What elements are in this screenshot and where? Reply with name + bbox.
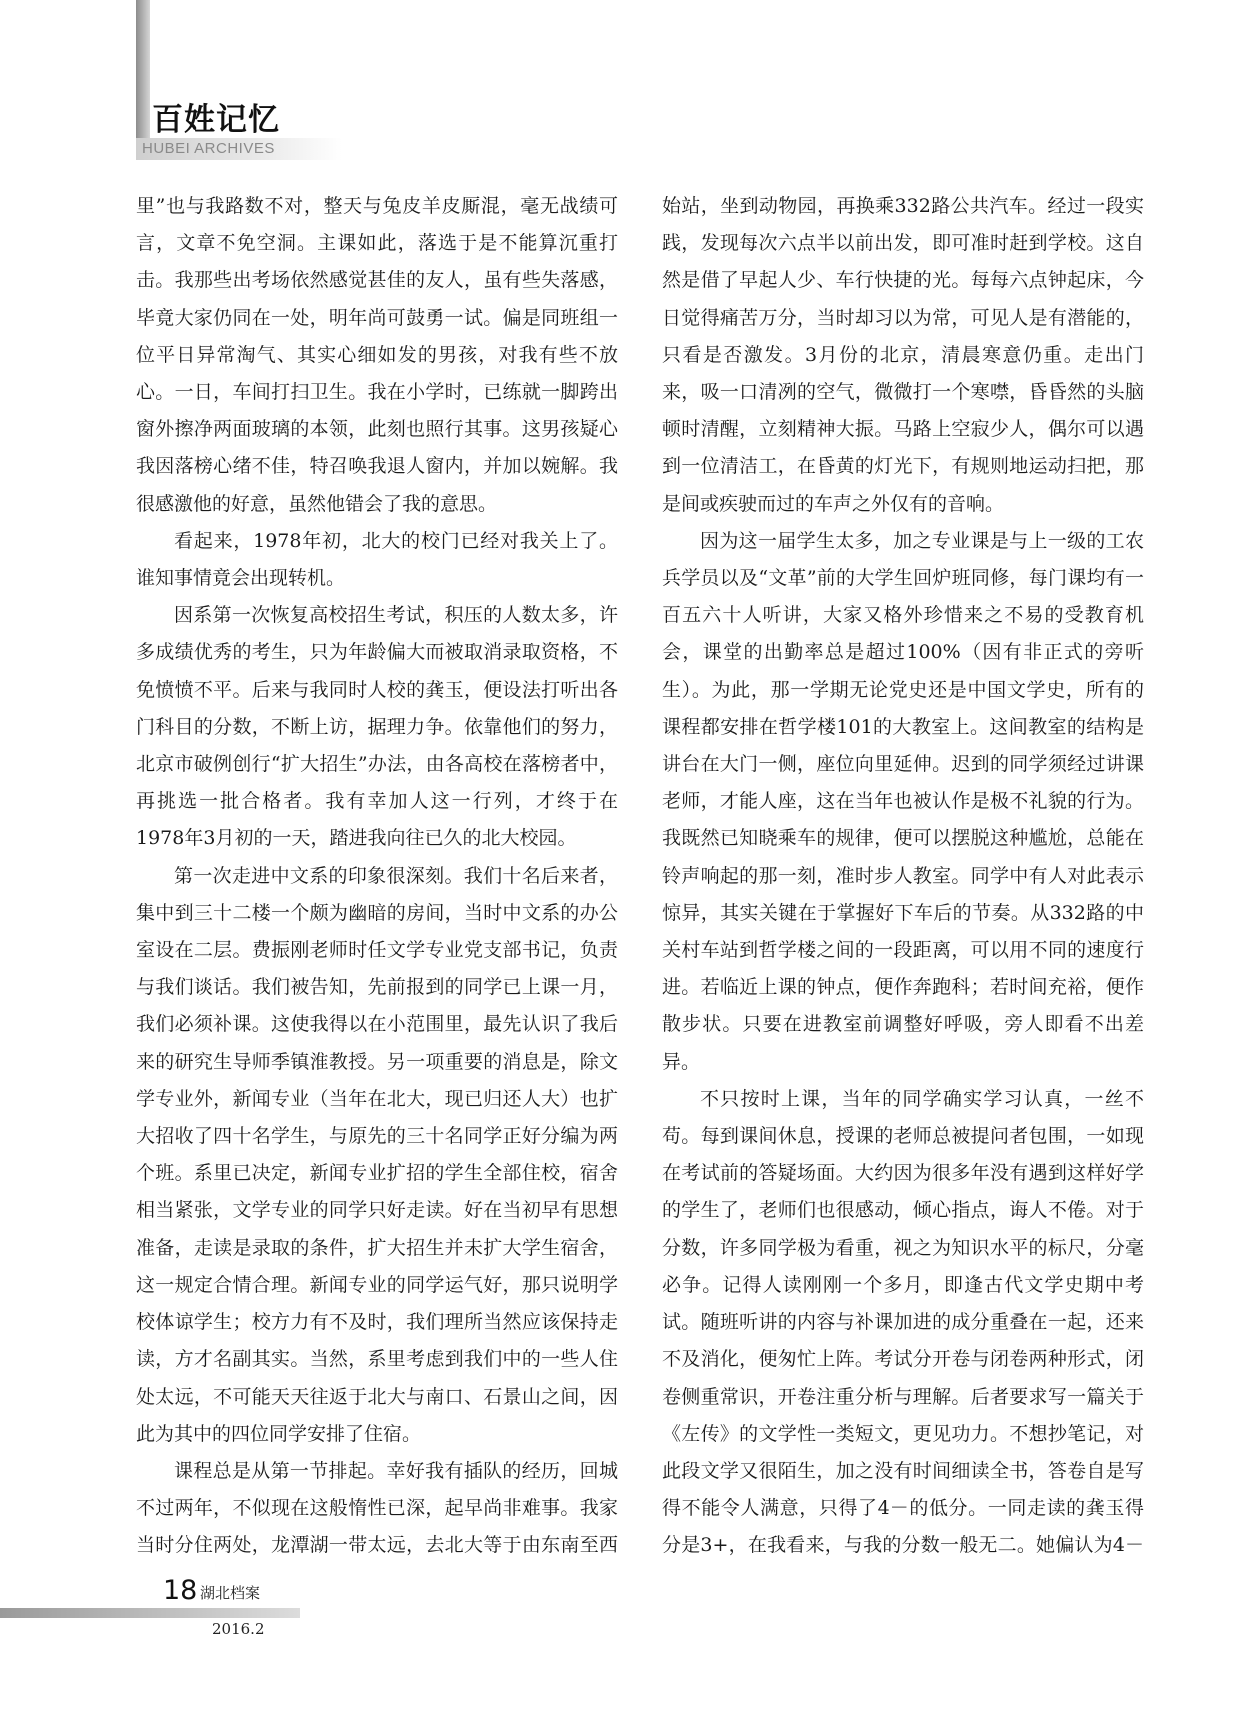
article-column-right [662, 188, 1144, 1568]
article-column-left [136, 188, 618, 1568]
section-subtitle-band [136, 138, 342, 160]
issue-number: 2016.2 [212, 1620, 265, 1638]
section-title: 百姓记忆 [152, 102, 280, 138]
header-accent-bar [136, 0, 150, 140]
section-subtitle: HUBEI ARCHIVES [142, 140, 275, 157]
paragraph: 看起来，1978年初，北大的校门已经对我关上了。谁知事情竟会出现转机。 [136, 529, 618, 590]
paragraph: 因系第一次恢复高校招生考试，积压的人数太多，许多成绩优秀的考生，只为年龄偏大而被取消录取资格，不免愤愤不平。后来与我同时人校的龚玉，便设法打听出各门科目的分数，不断上访，据理力争。依靠他们的努力，北京市破例创行“扩大招生”办法，由各高校在落榜者中，再挑选一批合格者。我有幸加人这一行列，才终于在1978年3月初的一天，踏进我向往已久的北大校园。 [136, 604, 618, 850]
paragraph: 课程总是从第一节排起。幸好我有插队的经历，回城不过两年，不似现在这般惰性已深，起早尚非难事。我家当时分住两处，龙潭湖一带太远，去北大等于由东南至西 [136, 1459, 618, 1557]
paragraph: 始站，坐到动物园，再换乘332路公共汽车。经过一段实践，发现每次六点半以前出发，即可准时赶到学校。这自然是借了早起人少、车行快捷的光。每每六点钟起床，今日觉得痛苦万分，当时却习以为常，可见人是有潜能的，只看是否激发。3月份的北京，清晨寒意仍重。走出门来，吸一口清冽的空气，微微打一个寒噤，昏昏然的头脑顿时清醒，立刻精神大振。马路上空寂少人，偶尔可以遇到一位清洁工，在昏黄的灯光下，有规则地运动扫把，那是间或疾驶而过的车声之外仅有的音响。 [662, 195, 1144, 515]
paragraph: 里”也与我路数不对，整天与兔皮羊皮厮混，毫无战绩可言，文章不免空洞。主课如此，落选于是不能算沉重打击。我那些出考场依然感觉甚佳的友人，虽有些失落感，毕竟大家仍同在一处，明年尚可鼓勇一试。偏是同班组一位平日异常淘气、其实心细如发的男孩，对我有些不放心。一日，车间打扫卫生。我在小学时，已练就一脚跨出窗外擦净两面玻璃的本领，此刻也照行其事。这男孩疑心我因落榜心绪不佳，特召唤我退人窗内，并加以婉解。我很感激他的好意，虽然他错会了我的意思。 [136, 195, 618, 515]
paragraph: 不只按时上课，当年的同学确实学习认真，一丝不苟。每到课间休息，授课的老师总被提问者包围，一如现在考试前的答疑场面。大约因为很多年没有遇到这样好学的学生了，老师们也很感动，倾心指点，诲人不倦。对于分数，许多同学极为看重，视之为知识水平的标尺，分毫必争。记得人读刚刚一个多月，即逢古代文学史期中考试。随班听讲的内容与补课加进的成分重叠在一起，还来不及消化，便匆忙上阵。考试分开卷与闭卷两种形式，闭卷侧重常识，开卷注重分析与理解。后者要求写一篇关于《左传》的文学性一类短文，更见功力。不想抄笔记，对此段文学又很陌生，加之没有时间细读全书，答卷自是写得不能令人满意，只得了4－的低分。一同走读的龚玉得分是3+，在我看来，与我的分数一般无二。她偏认为4－ [662, 1087, 1144, 1557]
magazine-name: 湖北档案 [200, 1584, 261, 1602]
page-number: 18 [163, 1575, 198, 1606]
footer-rule [0, 1608, 300, 1618]
paragraph: 因为这一届学生太多，加之专业课是与上一级的工农兵学员以及“文革”前的大学生回炉班同修，每门课均有一百五六十人听讲，大家又格外珍惜来之不易的受教育机会，课堂的出勤率总是超过100%（因有非正式的旁听生）。为此，那一学期无论党史还是中国文学史，所有的课程都安排在哲学楼101的大教室上。这间教室的结构是讲台在大门一侧，座位向里延伸。迟到的同学须经过讲课老师，才能人座，这在当年也被认作是极不礼貌的行为。我既然已知晓乘车的规律，便可以摆脱这种尴尬，总能在铃声响起的那一刻，准时步人教室。同学中有人对此表示惊异，其实关键在于掌握好下车后的节奏。从332路的中关村车站到哲学楼之间的一段距离，可以用不同的速度行进。若临近上课的钟点，便作奔跑科；若时间充裕，便作散步状。只要在进教室前调整好呼吸，旁人即看不出差异。 [662, 529, 1144, 1073]
paragraph: 第一次走进中文系的印象很深刻。我们十名后来者，集中到三十二楼一个颇为幽暗的房间，当时中文系的办公室设在二层。费振刚老师时任文学专业党支部书记，负责与我们谈话。我们被告知，先前报到的同学已上课一月，我们必须补课。这使我得以在小范围里，最先认识了我后来的研究生导师季镇淮教授。另一项重要的消息是，除文学专业外，新闻专业（当年在北大，现已归还人大）也扩大招收了四十名学生，与原先的三十名同学正好分编为两个班。系里已决定，新闻专业扩招的学生全部住校，宿舍相当紧张，文学专业的同学只好走读。好在当初早有思想准备，走读是录取的条件，扩大招生并未扩大学生宿舍，这一规定合情合理。新闻专业的同学运气好，那只说明学校体谅学生；校方力有不及时，我们理所当然应该保持走读，方才名副其实。当然，系里考虑到我们中的一些人住处太远，不可能天天往返于北大与南口、石景山之间，因此为其中的四位同学安排了住宿。 [136, 864, 618, 1445]
